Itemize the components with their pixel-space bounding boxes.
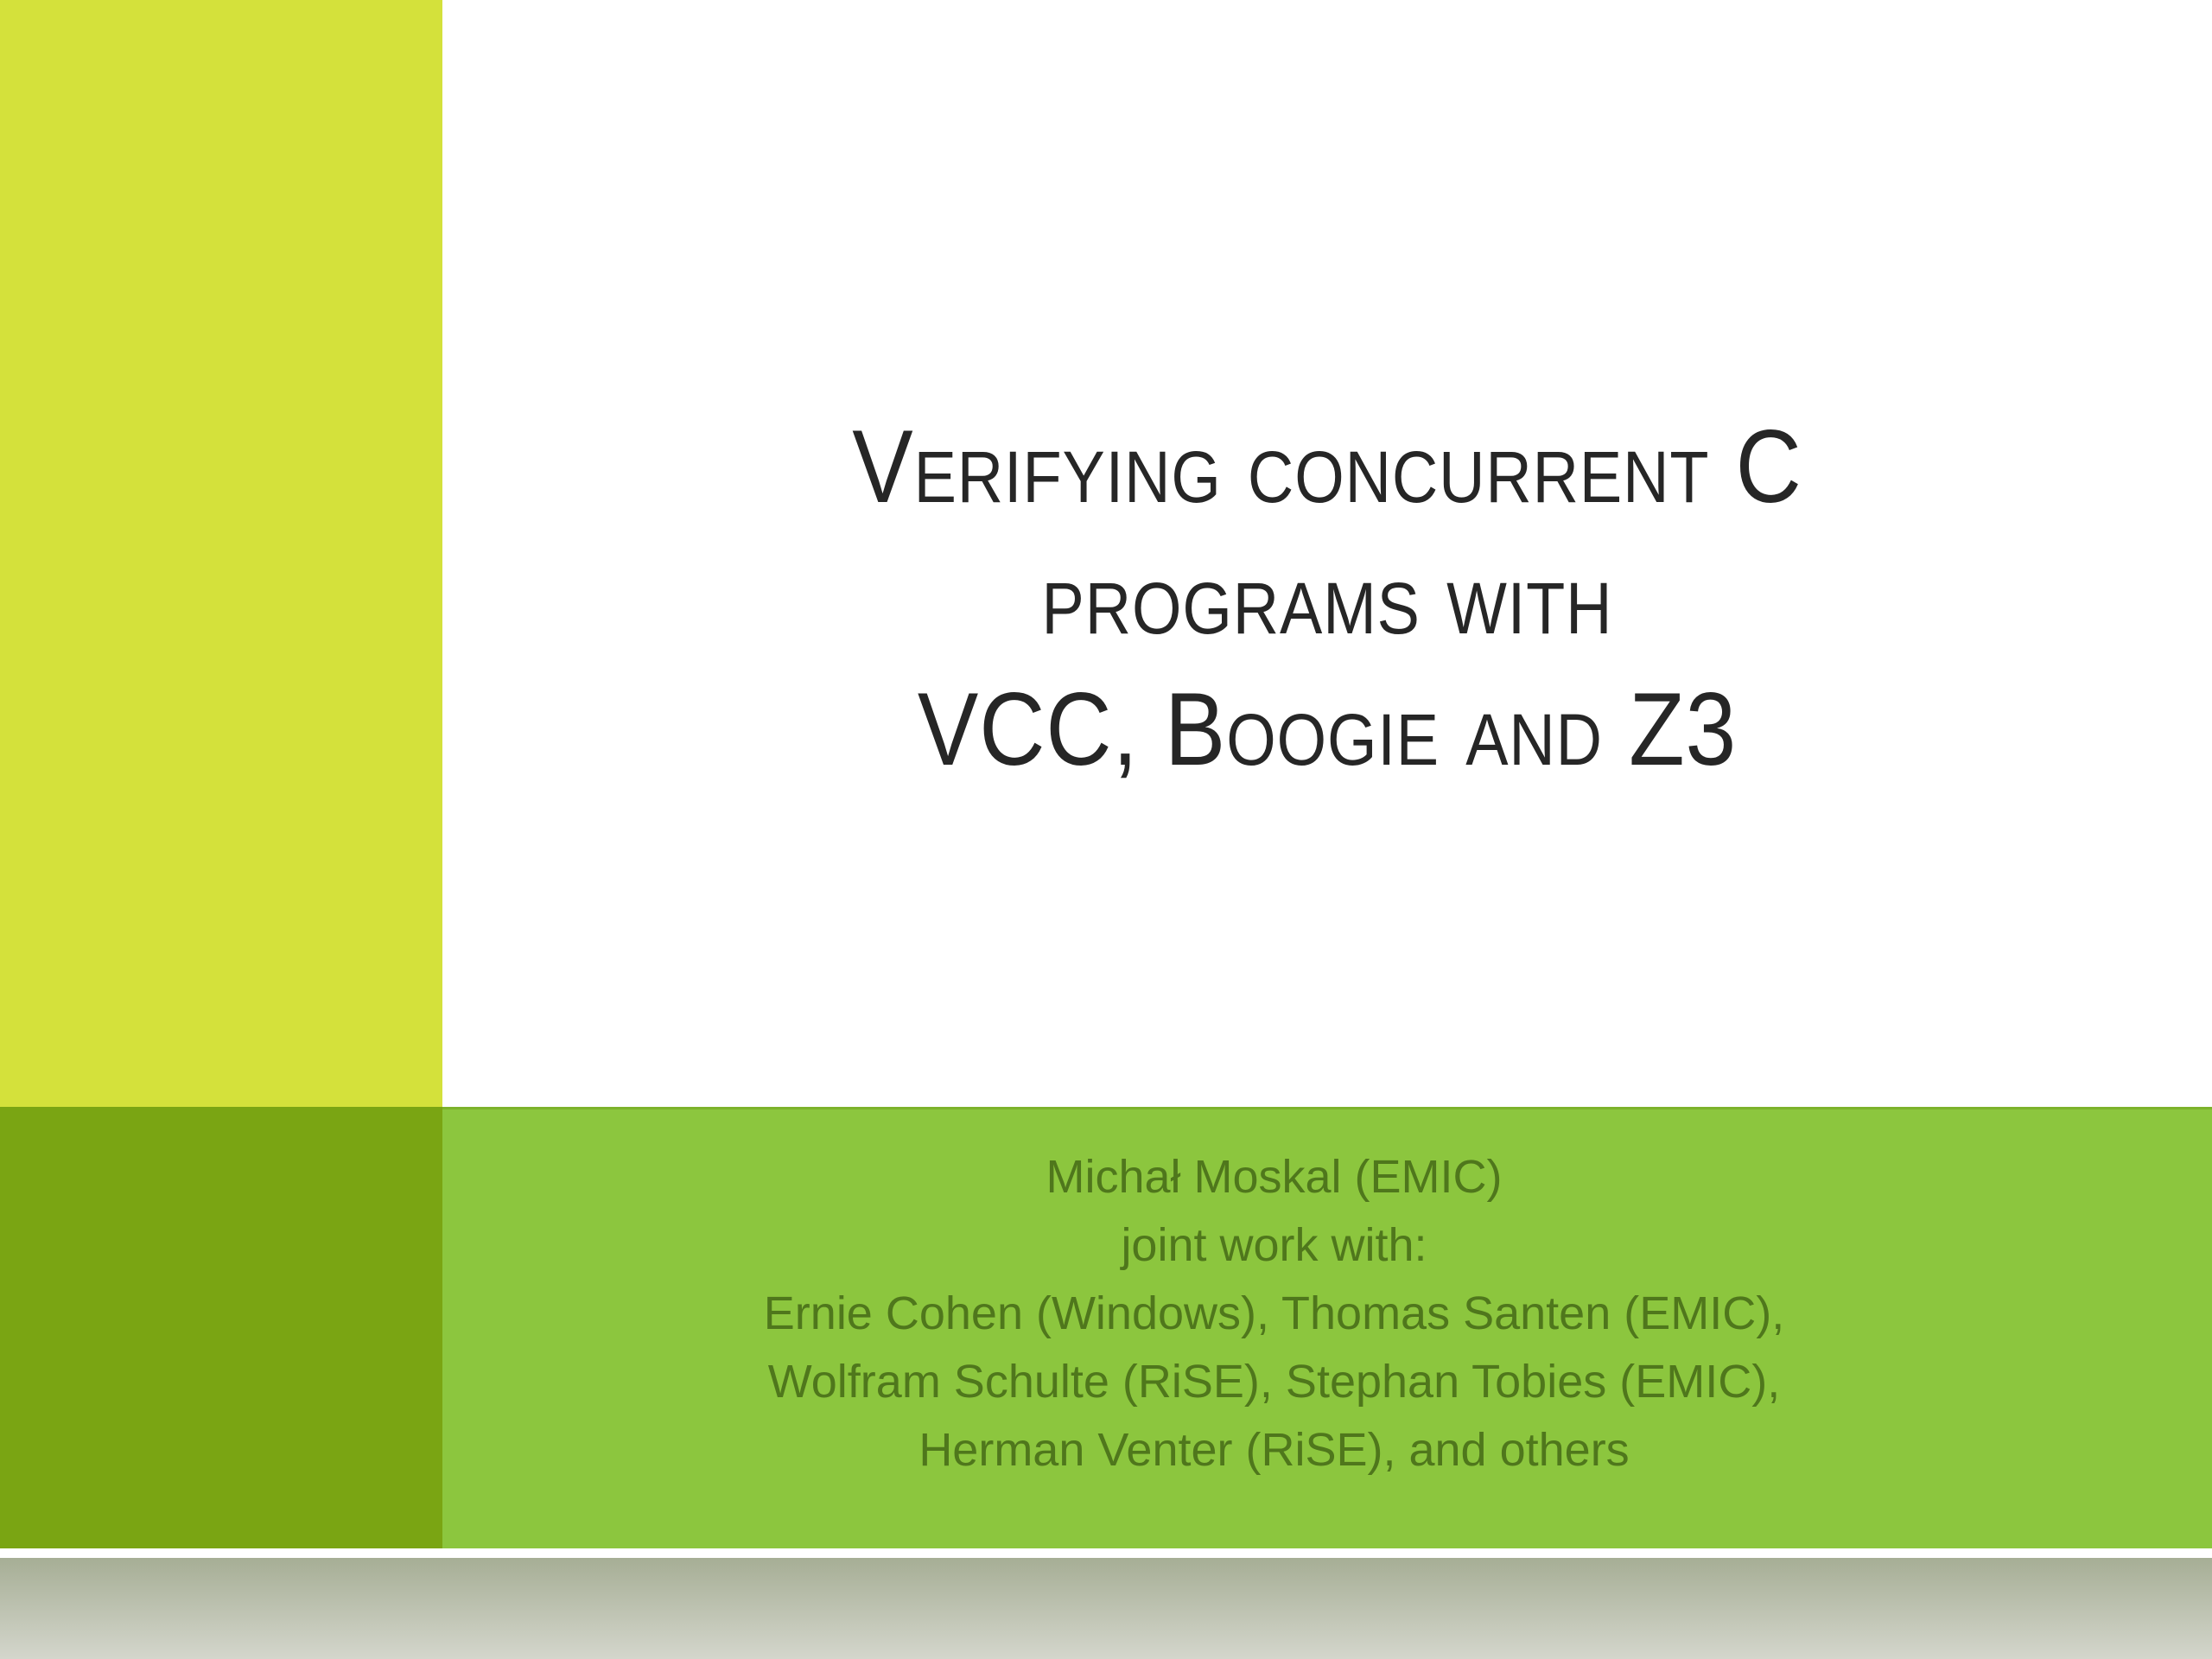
left-accent-bar-top — [0, 0, 442, 1107]
subtitle-line-credits-2: Wolfram Schulte (RiSE), Stephan Tobies (EMIC), — [767, 1356, 1781, 1408]
slide-subtitle — [442, 1143, 2106, 1484]
slide-bottom-edge — [0, 1548, 2212, 1558]
subtitle-line-author: Michał Moskal (EMIC) — [1046, 1151, 1503, 1203]
subtitle-line-credits-3: Herman Venter (RiSE), and others — [918, 1424, 1630, 1476]
slide-title-line-2: programs with — [1041, 540, 1613, 656]
slide-title — [579, 401, 2075, 795]
slide-title-line-1: Verifying concurrent C — [852, 409, 1802, 524]
slide-title-line-3: VCC, Boogie and Z3 — [917, 671, 1738, 787]
subtitle-line-credits-1: Ernie Cohen (Windows), Thomas Santen (EMIC), — [763, 1287, 1785, 1339]
left-accent-bar-bottom — [0, 1107, 442, 1548]
slide-reflection — [0, 1558, 2212, 1659]
subtitle-line-jointwork: joint work with: — [1121, 1219, 1427, 1271]
